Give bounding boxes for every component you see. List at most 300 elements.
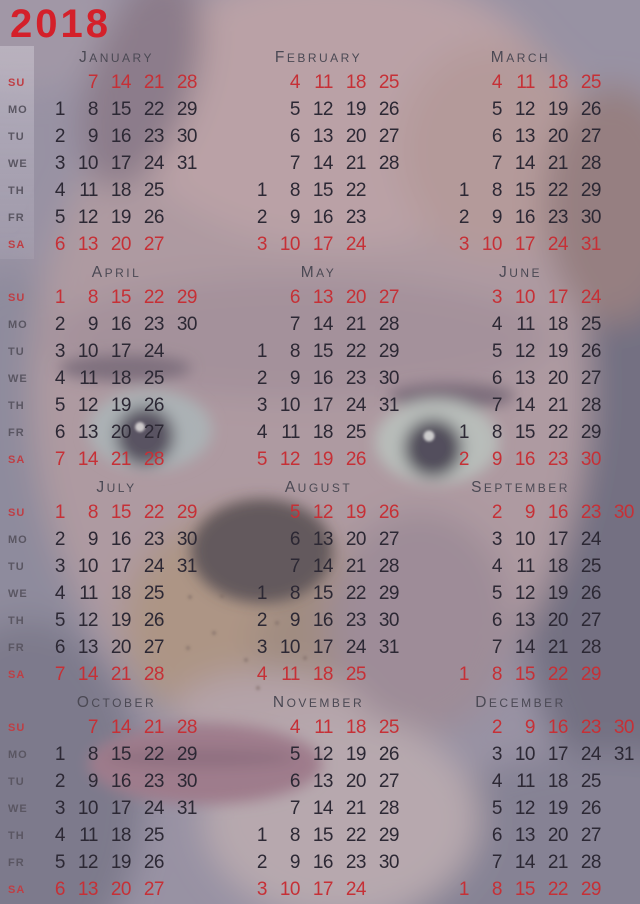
date-cell: 15 bbox=[514, 180, 535, 201]
date-cell: 19 bbox=[547, 341, 568, 362]
month-band bbox=[0, 261, 640, 474]
date-cell: 14 bbox=[514, 637, 535, 658]
date-cell: 26 bbox=[378, 502, 399, 523]
date-cell: 27 bbox=[143, 234, 164, 255]
date-cell: 13 bbox=[514, 368, 535, 389]
date-cell: 10 bbox=[481, 234, 502, 255]
date-cell: 24 bbox=[345, 879, 366, 900]
date-cell: 24 bbox=[143, 798, 164, 819]
date-cell: 8 bbox=[491, 879, 502, 900]
date-cell: 28 bbox=[580, 637, 601, 658]
date-cell: 3 bbox=[491, 529, 502, 550]
date-cell: 29 bbox=[580, 664, 601, 685]
date-cell: 25 bbox=[580, 771, 601, 792]
date-cell: 2 bbox=[54, 771, 65, 792]
weekday-label: FR bbox=[8, 212, 25, 224]
date-cell bbox=[407, 151, 440, 178]
date-cell: 2 bbox=[458, 449, 469, 470]
date-cell bbox=[609, 312, 640, 339]
date-cell: 28 bbox=[378, 314, 399, 335]
date-cell: 26 bbox=[580, 341, 601, 362]
date-cell bbox=[172, 178, 205, 205]
date-cell: 9 bbox=[87, 126, 98, 147]
date-cell: 4 bbox=[289, 717, 300, 738]
date-cell: 13 bbox=[77, 234, 98, 255]
date-cell: 10 bbox=[514, 529, 535, 550]
weekday-labels bbox=[0, 261, 34, 474]
date-cell bbox=[205, 205, 238, 232]
date-cell: 12 bbox=[312, 744, 333, 765]
date-cell: 20 bbox=[345, 771, 366, 792]
date-cell: 29 bbox=[580, 180, 601, 201]
date-cell: 30 bbox=[378, 368, 399, 389]
date-cell bbox=[205, 715, 238, 742]
date-cell bbox=[205, 581, 238, 608]
date-cell: 9 bbox=[289, 207, 300, 228]
date-cell bbox=[374, 877, 407, 904]
date-cell: 15 bbox=[312, 583, 333, 604]
date-cell: 16 bbox=[547, 502, 568, 523]
date-cell: 22 bbox=[143, 99, 164, 120]
date-cell: 16 bbox=[312, 207, 333, 228]
date-cell: 14 bbox=[77, 664, 98, 685]
date-cell: 4 bbox=[289, 72, 300, 93]
date-cell: 3 bbox=[54, 153, 65, 174]
date-cell: 8 bbox=[491, 422, 502, 443]
date-cell: 25 bbox=[143, 180, 164, 201]
date-cell: 13 bbox=[77, 879, 98, 900]
date-cell: 14 bbox=[514, 153, 535, 174]
date-cell: 19 bbox=[110, 207, 131, 228]
date-cell: 25 bbox=[143, 583, 164, 604]
date-cell: 19 bbox=[110, 852, 131, 873]
date-cell: 15 bbox=[514, 879, 535, 900]
date-cell: 10 bbox=[514, 744, 535, 765]
date-cell bbox=[205, 312, 238, 339]
date-cell: 23 bbox=[345, 610, 366, 631]
date-cell: 2 bbox=[54, 529, 65, 550]
date-cell bbox=[205, 232, 238, 259]
date-cell bbox=[242, 715, 275, 742]
month-block bbox=[236, 476, 438, 689]
date-cell bbox=[407, 877, 440, 904]
date-cell: 5 bbox=[289, 502, 300, 523]
date-cell: 19 bbox=[345, 502, 366, 523]
date-cell: 29 bbox=[580, 879, 601, 900]
date-cell: 8 bbox=[491, 664, 502, 685]
date-cell bbox=[172, 339, 205, 366]
date-cell: 24 bbox=[580, 744, 601, 765]
date-cell bbox=[444, 823, 477, 850]
weekday-label: SU bbox=[8, 722, 26, 734]
month-block bbox=[438, 691, 640, 904]
date-cell bbox=[374, 447, 407, 474]
date-cell: 11 bbox=[516, 771, 535, 792]
date-cell bbox=[205, 554, 238, 581]
date-cell: 3 bbox=[491, 287, 502, 308]
date-cell: 9 bbox=[491, 449, 502, 470]
date-cell: 24 bbox=[345, 637, 366, 658]
weekday-label: TU bbox=[8, 346, 25, 358]
date-cell: 24 bbox=[580, 529, 601, 550]
date-cell: 24 bbox=[345, 234, 366, 255]
date-cell: 16 bbox=[312, 610, 333, 631]
date-cell: 20 bbox=[547, 610, 568, 631]
date-cell: 12 bbox=[312, 502, 333, 523]
date-cell bbox=[205, 339, 238, 366]
weekday-label: TH bbox=[8, 830, 25, 842]
month-grid bbox=[438, 715, 640, 904]
date-cell: 16 bbox=[514, 449, 535, 470]
date-cell: 21 bbox=[110, 664, 131, 685]
date-cell: 15 bbox=[110, 744, 131, 765]
date-cell: 11 bbox=[79, 180, 98, 201]
weekday-label: FR bbox=[8, 427, 25, 439]
date-cell: 5 bbox=[491, 341, 502, 362]
date-cell bbox=[242, 97, 275, 124]
date-cell: 25 bbox=[580, 556, 601, 577]
date-cell: 7 bbox=[491, 637, 502, 658]
month-block bbox=[438, 261, 640, 474]
date-cell: 1 bbox=[54, 99, 65, 120]
date-cell bbox=[444, 97, 477, 124]
date-cell bbox=[374, 420, 407, 447]
date-cell: 10 bbox=[77, 341, 98, 362]
date-cell: 31 bbox=[176, 798, 197, 819]
date-cell: 5 bbox=[54, 395, 65, 416]
date-cell: 23 bbox=[580, 502, 601, 523]
date-cell: 27 bbox=[378, 771, 399, 792]
date-cell bbox=[609, 205, 640, 232]
date-cell: 25 bbox=[580, 72, 601, 93]
date-cell: 8 bbox=[87, 99, 98, 120]
weekday-label: SU bbox=[8, 507, 26, 519]
weekday-label: MO bbox=[8, 104, 28, 116]
date-cell: 21 bbox=[345, 798, 366, 819]
weekday-labels bbox=[0, 46, 34, 259]
month-name: JANUARY bbox=[78, 49, 155, 66]
date-cell: 20 bbox=[345, 287, 366, 308]
date-cell: 11 bbox=[281, 664, 300, 685]
date-cell: 17 bbox=[547, 744, 568, 765]
date-cell: 29 bbox=[176, 502, 197, 523]
month-band bbox=[0, 691, 640, 904]
date-cell: 14 bbox=[110, 717, 131, 738]
date-cell: 6 bbox=[54, 637, 65, 658]
date-cell: 9 bbox=[87, 314, 98, 335]
date-cell: 13 bbox=[312, 529, 333, 550]
weekday-label: MO bbox=[8, 319, 28, 331]
date-cell: 9 bbox=[87, 771, 98, 792]
date-cell bbox=[205, 366, 238, 393]
month-block bbox=[34, 46, 236, 259]
date-cell: 9 bbox=[87, 529, 98, 550]
weekday-label: TH bbox=[8, 185, 25, 197]
date-cell: 11 bbox=[314, 717, 333, 738]
date-cell: 3 bbox=[256, 395, 267, 416]
date-cell: 26 bbox=[143, 395, 164, 416]
date-cell bbox=[609, 178, 640, 205]
date-cell bbox=[444, 581, 477, 608]
date-cell bbox=[40, 715, 73, 742]
date-cell: 23 bbox=[345, 207, 366, 228]
weekday-labels bbox=[0, 691, 34, 904]
date-cell: 7 bbox=[54, 449, 65, 470]
date-cell: 14 bbox=[514, 395, 535, 416]
date-cell: 17 bbox=[547, 529, 568, 550]
date-cell bbox=[444, 339, 477, 366]
date-cell bbox=[205, 742, 238, 769]
date-cell: 2 bbox=[491, 502, 502, 523]
date-cell bbox=[444, 769, 477, 796]
date-cell: 26 bbox=[378, 99, 399, 120]
date-cell bbox=[172, 823, 205, 850]
date-cell: 11 bbox=[281, 422, 300, 443]
date-cell bbox=[444, 151, 477, 178]
date-cell: 9 bbox=[524, 502, 535, 523]
weekday-label: SA bbox=[8, 239, 26, 251]
date-cell bbox=[205, 500, 238, 527]
date-cell bbox=[444, 796, 477, 823]
date-cell bbox=[374, 232, 407, 259]
date-cell: 10 bbox=[77, 798, 98, 819]
date-cell: 18 bbox=[110, 368, 131, 389]
weekday-label: SU bbox=[8, 292, 26, 304]
date-cell: 24 bbox=[143, 341, 164, 362]
date-cell bbox=[609, 97, 640, 124]
date-cell: 27 bbox=[143, 422, 164, 443]
date-cell bbox=[205, 420, 238, 447]
date-cell: 16 bbox=[312, 368, 333, 389]
date-cell bbox=[172, 581, 205, 608]
date-cell: 29 bbox=[378, 583, 399, 604]
date-cell: 24 bbox=[143, 556, 164, 577]
weekday-label: WE bbox=[8, 588, 28, 600]
date-cell: 6 bbox=[289, 126, 300, 147]
date-cell bbox=[407, 527, 440, 554]
date-cell: 16 bbox=[312, 852, 333, 873]
date-cell: 8 bbox=[87, 744, 98, 765]
date-cell bbox=[242, 70, 275, 97]
date-cell: 4 bbox=[54, 180, 65, 201]
date-cell: 8 bbox=[87, 502, 98, 523]
date-cell bbox=[407, 205, 440, 232]
date-cell: 11 bbox=[516, 314, 535, 335]
date-cell: 20 bbox=[110, 637, 131, 658]
date-cell: 1 bbox=[458, 422, 469, 443]
date-cell: 9 bbox=[491, 207, 502, 228]
month-grid bbox=[438, 500, 640, 689]
month-grid bbox=[438, 285, 640, 474]
date-cell: 17 bbox=[312, 234, 333, 255]
date-cell: 30 bbox=[176, 771, 197, 792]
date-cell: 22 bbox=[143, 744, 164, 765]
month-name: APRIL bbox=[91, 264, 142, 281]
date-cell: 31 bbox=[176, 153, 197, 174]
date-cell: 10 bbox=[279, 395, 300, 416]
date-cell: 2 bbox=[256, 610, 267, 631]
date-cell: 2 bbox=[491, 717, 502, 738]
month-grid bbox=[34, 500, 236, 689]
date-cell: 6 bbox=[54, 879, 65, 900]
date-cell: 12 bbox=[312, 99, 333, 120]
date-cell bbox=[609, 527, 640, 554]
date-cell bbox=[407, 769, 440, 796]
date-cell: 1 bbox=[256, 825, 267, 846]
date-cell: 6 bbox=[289, 529, 300, 550]
date-cell: 29 bbox=[176, 287, 197, 308]
date-cell bbox=[242, 285, 275, 312]
date-cell bbox=[609, 420, 640, 447]
date-cell bbox=[205, 662, 238, 689]
date-cell: 28 bbox=[378, 556, 399, 577]
date-cell: 23 bbox=[143, 314, 164, 335]
month-name: JUNE bbox=[498, 264, 543, 281]
date-cell bbox=[205, 796, 238, 823]
date-cell: 2 bbox=[256, 852, 267, 873]
date-cell: 3 bbox=[491, 744, 502, 765]
date-cell bbox=[374, 662, 407, 689]
date-cell: 28 bbox=[143, 449, 164, 470]
date-cell: 13 bbox=[77, 637, 98, 658]
month-block bbox=[236, 261, 438, 474]
date-cell: 9 bbox=[289, 610, 300, 631]
date-cell: 26 bbox=[580, 798, 601, 819]
date-cell: 28 bbox=[143, 664, 164, 685]
month-band bbox=[0, 46, 640, 259]
date-cell: 3 bbox=[256, 879, 267, 900]
date-cell: 11 bbox=[79, 368, 98, 389]
date-cell: 20 bbox=[110, 879, 131, 900]
date-cell: 25 bbox=[580, 314, 601, 335]
date-cell bbox=[407, 366, 440, 393]
date-cell: 3 bbox=[256, 234, 267, 255]
date-cell: 21 bbox=[345, 314, 366, 335]
date-cell: 31 bbox=[580, 234, 601, 255]
date-cell: 7 bbox=[289, 153, 300, 174]
weekday-label: TU bbox=[8, 561, 25, 573]
date-cell: 19 bbox=[547, 99, 568, 120]
month-block bbox=[34, 261, 236, 474]
date-cell: 22 bbox=[345, 583, 366, 604]
date-cell: 15 bbox=[110, 502, 131, 523]
month-name: FEBRUARY bbox=[274, 49, 363, 66]
date-cell bbox=[205, 97, 238, 124]
date-cell bbox=[407, 312, 440, 339]
date-cell: 17 bbox=[312, 879, 333, 900]
date-cell bbox=[444, 742, 477, 769]
date-cell: 1 bbox=[458, 180, 469, 201]
date-cell: 24 bbox=[580, 287, 601, 308]
date-cell: 15 bbox=[514, 664, 535, 685]
date-cell: 26 bbox=[143, 207, 164, 228]
date-cell: 5 bbox=[256, 449, 267, 470]
date-cell: 10 bbox=[279, 234, 300, 255]
weekday-label: WE bbox=[8, 373, 28, 385]
date-cell: 31 bbox=[176, 556, 197, 577]
date-cell bbox=[205, 285, 238, 312]
date-cell: 30 bbox=[580, 449, 601, 470]
date-cell: 19 bbox=[345, 744, 366, 765]
date-cell: 20 bbox=[547, 825, 568, 846]
date-cell: 8 bbox=[289, 341, 300, 362]
date-cell bbox=[205, 823, 238, 850]
date-cell: 18 bbox=[547, 771, 568, 792]
date-cell: 19 bbox=[345, 99, 366, 120]
date-cell: 17 bbox=[514, 234, 535, 255]
date-cell: 11 bbox=[516, 72, 535, 93]
date-cell: 5 bbox=[491, 583, 502, 604]
date-cell bbox=[242, 796, 275, 823]
date-cell bbox=[407, 796, 440, 823]
date-cell: 23 bbox=[143, 771, 164, 792]
date-cell bbox=[172, 420, 205, 447]
date-cell bbox=[407, 285, 440, 312]
date-cell: 1 bbox=[54, 502, 65, 523]
date-cell bbox=[242, 500, 275, 527]
weekday-label: TU bbox=[8, 776, 25, 788]
date-cell: 4 bbox=[256, 422, 267, 443]
date-cell: 14 bbox=[514, 852, 535, 873]
date-cell: 25 bbox=[378, 72, 399, 93]
date-cell bbox=[609, 124, 640, 151]
date-cell bbox=[407, 608, 440, 635]
weekday-label: WE bbox=[8, 158, 28, 170]
weekday-label: TH bbox=[8, 400, 25, 412]
date-cell: 21 bbox=[110, 449, 131, 470]
date-cell bbox=[609, 447, 640, 474]
date-cell: 20 bbox=[345, 126, 366, 147]
date-cell: 26 bbox=[143, 852, 164, 873]
date-cell: 3 bbox=[54, 798, 65, 819]
date-cell bbox=[407, 715, 440, 742]
date-cell: 28 bbox=[378, 798, 399, 819]
date-cell: 26 bbox=[378, 744, 399, 765]
date-cell: 16 bbox=[110, 771, 131, 792]
date-cell bbox=[242, 742, 275, 769]
date-cell bbox=[444, 312, 477, 339]
date-cell: 16 bbox=[547, 717, 568, 738]
date-cell: 12 bbox=[514, 341, 535, 362]
date-cell: 12 bbox=[77, 207, 98, 228]
date-cell: 28 bbox=[176, 72, 197, 93]
date-cell: 15 bbox=[110, 287, 131, 308]
date-cell: 5 bbox=[491, 99, 502, 120]
month-grid bbox=[34, 285, 236, 474]
date-cell: 7 bbox=[491, 852, 502, 873]
date-cell: 12 bbox=[514, 583, 535, 604]
date-cell: 23 bbox=[143, 529, 164, 550]
weekday-label: SA bbox=[8, 884, 26, 896]
date-cell: 5 bbox=[289, 744, 300, 765]
date-cell bbox=[609, 635, 640, 662]
date-cell: 30 bbox=[176, 314, 197, 335]
date-cell: 7 bbox=[289, 556, 300, 577]
date-cell bbox=[609, 662, 640, 689]
date-cell: 23 bbox=[547, 207, 568, 228]
date-cell: 23 bbox=[345, 368, 366, 389]
date-cell: 17 bbox=[110, 341, 131, 362]
date-cell: 6 bbox=[491, 368, 502, 389]
date-cell: 30 bbox=[378, 852, 399, 873]
date-cell: 12 bbox=[514, 798, 535, 819]
date-cell: 8 bbox=[87, 287, 98, 308]
date-cell bbox=[444, 554, 477, 581]
date-cell: 12 bbox=[77, 610, 98, 631]
month-grid bbox=[236, 715, 438, 904]
date-cell: 18 bbox=[110, 825, 131, 846]
date-cell bbox=[205, 447, 238, 474]
